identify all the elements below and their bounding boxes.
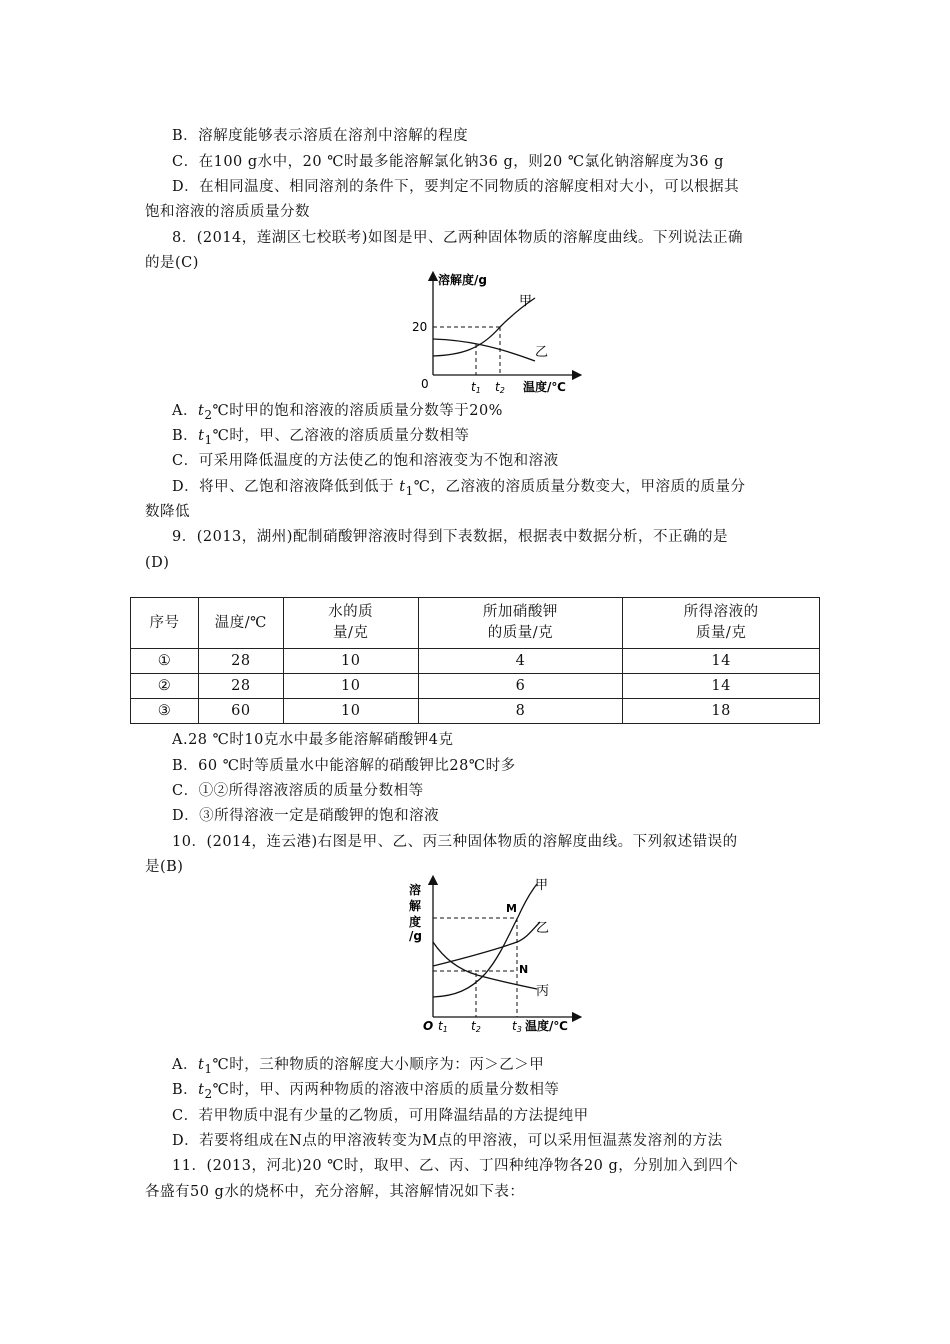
q7-option-c: C．在100 g水中，20 ℃时最多能溶解氯化钠36 g，则20 ℃氯化钠溶解度为36 g xyxy=(172,154,724,170)
q10-option-c: C．若甲物质中混有少量的乙物质，可用降温结晶的方法提纯甲 xyxy=(172,1108,589,1124)
q8-solubility-figure xyxy=(405,270,585,399)
q8-y-tick-20: 20 xyxy=(412,320,428,334)
q8-y-label: 溶解度/g xyxy=(438,273,487,287)
table-row xyxy=(131,674,820,699)
table-cell: 10 xyxy=(283,649,418,674)
table-cell: 14 xyxy=(623,674,820,699)
q9-option-b: B．60 ℃时等质量水中能溶解的硝酸钾比28℃时多 xyxy=(172,758,516,774)
table-header-row xyxy=(131,598,820,649)
q8-curve-yi-label: 乙 xyxy=(535,345,549,360)
table-cell: 10 xyxy=(283,674,418,699)
q10-option-d: D．若要将组成在N点的甲溶液转变为M点的甲溶液，可以采用恒温蒸发溶剂的方法 xyxy=(172,1133,723,1149)
table-cell: ② xyxy=(131,674,199,699)
q10-t1: t1 xyxy=(438,1019,448,1034)
q9-option-c: C．①②所得溶液溶质的质量分数相等 xyxy=(172,783,424,799)
q8-t1: t1 xyxy=(471,380,481,395)
table-cell: ① xyxy=(131,649,199,674)
q8-origin: 0 xyxy=(421,377,429,391)
q10-curve-jia xyxy=(433,884,537,997)
q10-curve-bing-label: 丙 xyxy=(536,984,550,999)
q8-option-d-cont: 数降低 xyxy=(145,504,190,520)
table-header-cell: 温度/℃ xyxy=(198,598,283,649)
q8-stem: 8．(2014，莲湖区七校联考)如图是甲、乙两种固体物质的溶解度曲线。下列说法正确 xyxy=(172,230,743,246)
table-header-cell: 所加硝酸钾 的质量/克 xyxy=(418,598,623,649)
q10-y-label-2: 解 xyxy=(409,899,422,913)
table-header-cell: 所得溶液的 质量/克 xyxy=(623,598,820,649)
q10-stem: 10．(2014，连云港)右图是甲、乙、丙三种固体物质的溶解度曲线。下列叙述错误的 xyxy=(172,834,738,850)
q10-curve-jia-label: 甲 xyxy=(535,878,549,893)
q10-x-label: 温度/℃ xyxy=(525,1019,568,1033)
q9-stem-cont: (D) xyxy=(145,555,170,571)
q11-stem-cont: 各盛有50 g水的烧杯中，充分溶解，其溶解情况如下表： xyxy=(145,1184,525,1200)
table-cell: 14 xyxy=(623,649,820,674)
table-cell: ③ xyxy=(131,699,199,724)
q10-option-b: B．$t_2℃$时，甲、丙两种物质的溶液中溶质的质量分数相等 xyxy=(172,1082,560,1101)
q8-option-b: B．$t_1℃$时，甲、乙溶液的溶质质量分数相等 xyxy=(172,428,470,447)
q10-curve-yi-label: 乙 xyxy=(536,921,550,936)
q8-t2: t2 xyxy=(495,380,505,395)
q8-x-label: 温度/℃ xyxy=(523,380,566,394)
q10-t2: t2 xyxy=(471,1019,481,1034)
q11-stem: 11．(2013，河北)20 ℃时，取甲、乙、丙、丁四种纯净物各20 g，分别加入到四个 xyxy=(172,1158,739,1174)
q9-stem: 9．(2013，湖州)配制硝酸钾溶液时得到下表数据，根据表中数据分析，不正确的是 xyxy=(172,529,728,545)
q7-option-d-cont: 饱和溶液的溶质质量分数 xyxy=(145,204,310,220)
q9-option-d: D．③所得溶液一定是硝酸钾的饱和溶液 xyxy=(172,808,440,824)
q10-stem-cont: 是(B) xyxy=(145,859,184,875)
q8-curve-jia-label: 甲 xyxy=(519,294,533,309)
q10-y-label-3: 度 xyxy=(409,915,422,929)
q9-data-table xyxy=(130,597,820,724)
q10-y-label-1: 溶 xyxy=(409,883,422,897)
table-row xyxy=(131,649,820,674)
q10-solubility-figure xyxy=(405,872,585,1041)
q10-point-n: N xyxy=(519,963,529,976)
q9-option-a: A.28 ℃时10克水中最多能溶解硝酸钾4克 xyxy=(172,732,454,748)
table-cell: 18 xyxy=(623,699,820,724)
q10-y-label-4: /g xyxy=(409,929,422,943)
q10-point-m: M xyxy=(506,902,517,915)
q10-origin: O xyxy=(423,1019,434,1033)
table-cell: 28 xyxy=(198,649,283,674)
q7-option-d: D．在相同温度、相同溶剂的条件下，要判定不同物质的溶解度相对大小，可以根据其 xyxy=(172,179,740,195)
table-header-cell: 水的质 量/克 xyxy=(283,598,418,649)
q8-option-c: C．可采用降低温度的方法使乙的饱和溶液变为不饱和溶液 xyxy=(172,453,559,469)
q10-option-a: A．$t_1℃$时，三种物质的溶解度大小顺序为：丙＞乙＞甲 xyxy=(172,1057,545,1076)
table-header-cell: 序号 xyxy=(131,598,199,649)
q8-stem-cont: 的是(C) xyxy=(145,255,199,271)
table-cell: 10 xyxy=(283,699,418,724)
table-cell: 28 xyxy=(198,674,283,699)
q8-option-a: A．$t_2℃$时甲的饱和溶液的溶质质量分数等于20% xyxy=(172,403,503,422)
q8-option-d: D．将甲、乙饱和溶液降低到低于 $t_1℃$，乙溶液的溶质质量分数变大，甲溶质的质量分 xyxy=(172,479,746,498)
q7-option-b: B．溶解度能够表示溶质在溶剂中溶解的程度 xyxy=(172,128,469,144)
table-cell: 8 xyxy=(418,699,623,724)
q10-t3: t3 xyxy=(512,1019,522,1034)
table-cell: 6 xyxy=(418,674,623,699)
table-cell: 60 xyxy=(198,699,283,724)
table-cell: 4 xyxy=(418,649,623,674)
table-row xyxy=(131,699,820,724)
